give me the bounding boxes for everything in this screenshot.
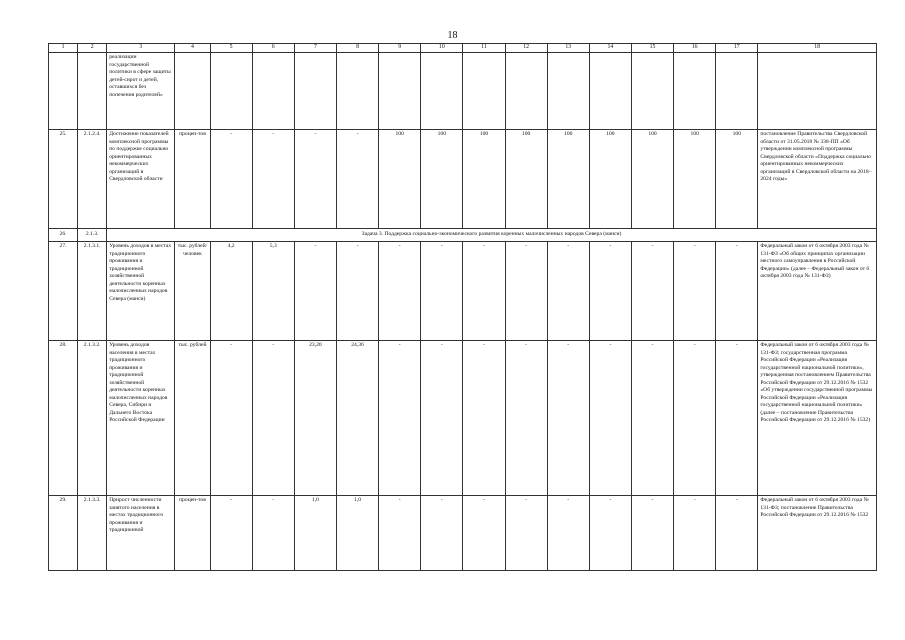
column-number-7: 7 [294,44,336,53]
cell-c3: Уровень доходов населения в местах традиционного проживания и традиционной хозяйственной деятельности коренных малочисленных народов Севера, Сибири и Дальнего Востока Российской Федерации [107,341,175,496]
cell-c16: 100 [674,130,716,229]
column-number-18: 18 [758,44,877,53]
cell-c11: - [463,242,505,341]
cell-c12 [505,53,547,130]
column-number-14: 14 [589,44,631,53]
table-row [49,496,877,571]
cell-c6: - [252,130,294,229]
cell-c2 [78,53,107,130]
column-number-5: 5 [210,44,252,53]
column-number-1: 1 [49,44,78,53]
cell-c7: 23,20 [294,341,336,496]
cell-c16: - [674,242,716,341]
cell-c15: 100 [631,130,673,229]
column-number-13: 13 [547,44,589,53]
task-heading-cell: Задача 3. Поддержка социально-экономического развития коренных малочисленных народов Севера (манси) [107,229,877,242]
cell-c10 [421,53,463,130]
column-number-15: 15 [631,44,673,53]
cell-c6: - [252,496,294,571]
cell-c14: - [589,496,631,571]
cell-c9 [379,53,421,130]
cell-c2: 2.1.3.2. [78,341,107,496]
cell-c16: - [674,341,716,496]
cell-c1: 27. [49,242,78,341]
cell-c16: - [674,496,716,571]
column-number-row [49,44,877,53]
cell-c17 [716,53,758,130]
cell-c15: - [631,341,673,496]
cell-c9: - [379,341,421,496]
table-row [49,341,877,496]
cell-c8: - [336,242,378,341]
column-number-16: 16 [674,44,716,53]
cell-c7 [294,53,336,130]
column-number-2: 2 [78,44,107,53]
cell-c10: - [421,242,463,341]
column-number-8: 8 [336,44,378,53]
cell-c3: Уровень доходов в местах традиционного проживания и традиционной хозяйственной деятельности коренных малочисленных народов Севера (манси) [107,242,175,341]
cell-c12: - [505,341,547,496]
column-number-12: 12 [505,44,547,53]
cell-c18: постановление Правительства Свердловской области от 31.05.2018 № 338-ПП «Об утверждении комплексной программы Свердловской области «Поддержка социально ориентированных некоммерческих организаций в Свердловской области на 2018–2024 годы» [758,130,877,229]
cell-c18: Федеральный закон от 6 октября 2003 года № 131-ФЗ; постановление Правительства Российской Федерации от 29.12.2016 № 1532 [758,496,877,571]
cell-c11: - [463,341,505,496]
column-number-10: 10 [421,44,463,53]
cell-c13: - [547,496,589,571]
cell-c7: 1,0 [294,496,336,571]
cell-c3: Прирост численности занятого населения в местах традиционного проживания и традиционной [107,496,175,571]
cell-c8: 1,0 [336,496,378,571]
cell-c12: - [505,242,547,341]
cell-c15 [631,53,673,130]
cell-c8: 24,36 [336,341,378,496]
table-row [49,242,877,341]
cell-c4: процен-тов [175,496,210,571]
cell-c17: - [716,496,758,571]
cell-c1: 26. [49,229,78,242]
cell-c4: тыс. рублей [175,341,210,496]
cell-c11: 100 [463,130,505,229]
cell-c12: - [505,496,547,571]
cell-c17: 100 [716,130,758,229]
cell-c18 [758,53,877,130]
cell-c4: тыс. рублей/ человек [175,242,210,341]
cell-c1: 28. [49,341,78,496]
cell-c7: - [294,130,336,229]
cell-c13 [547,53,589,130]
cell-c10: 100 [421,130,463,229]
column-number-3: 3 [107,44,175,53]
cell-c8: - [336,130,378,229]
cell-c5 [210,53,252,130]
cell-c2: 2.1.3.1. [78,242,107,341]
cell-c14: 100 [589,130,631,229]
cell-c3: Достижение показателей комплексной программы по поддержке социально ориентированных некоммерческих организаций в Свердловской области [107,130,175,229]
cell-c2: 2.1.3.3. [78,496,107,571]
cell-c13: - [547,242,589,341]
cell-c1: 25. [49,130,78,229]
cell-c9: - [379,496,421,571]
cell-c4: процен-тов [175,130,210,229]
cell-c10: - [421,341,463,496]
cell-c18: Федеральный закон от 6 октября 2003 года № 131-ФЗ; государственная программа Российской Федерации «Реализация государственной национальной политики», утвержденная постановлением Правительства Российской Федерации от 29.12.2016 № 1532 «Об утверждении государственной программы Российской Федерации «Реализация государственной национальной политики» (далее – постановление Правительства Российской Федерации от 29.12.2016 № 1532) [758,341,877,496]
cell-c16 [674,53,716,130]
cell-c14 [589,53,631,130]
cell-c5: - [210,496,252,571]
column-number-6: 6 [252,44,294,53]
cell-c10: - [421,496,463,571]
page-number: 18 [447,30,458,41]
cell-c5: - [210,130,252,229]
indicators-table [48,43,877,571]
cell-c6: 5,3 [252,242,294,341]
cell-c12: 100 [505,130,547,229]
column-number-4: 4 [175,44,210,53]
table-row [49,229,877,242]
cell-c15: - [631,242,673,341]
cell-c5: - [210,341,252,496]
cell-c7: - [294,242,336,341]
cell-c6 [252,53,294,130]
cell-c9: 100 [379,130,421,229]
column-number-17: 17 [716,44,758,53]
cell-c4 [175,53,210,130]
cell-c6: - [252,341,294,496]
cell-c8 [336,53,378,130]
cell-c18: Федеральный закон от 6 октября 2003 года № 131-ФЗ «Об общих принципах организации местного самоуправления в Российской Федерации» (далее – Федеральный закон от 6 октября 2003 года № 131-ФЗ) [758,242,877,341]
cell-c1 [49,53,78,130]
cell-c11 [463,53,505,130]
cell-c17: - [716,242,758,341]
cell-c2: 2.1.3. [78,229,107,242]
cell-c17: - [716,341,758,496]
column-number-11: 11 [463,44,505,53]
table-row [49,53,877,130]
cell-c3: реализации государственной политики в сфере защиты детей-сирот и детей, оставшихся без попечения родителей» [107,53,175,130]
cell-c1: 29. [49,496,78,571]
cell-c13: - [547,341,589,496]
cell-c15: - [631,496,673,571]
cell-c11: - [463,496,505,571]
column-number-9: 9 [379,44,421,53]
cell-c13: 100 [547,130,589,229]
table-row [49,130,877,229]
cell-c5: 4,2 [210,242,252,341]
cell-c14: - [589,341,631,496]
cell-c14: - [589,242,631,341]
cell-c2: 2.1.2.4. [78,130,107,229]
cell-c9: - [379,242,421,341]
